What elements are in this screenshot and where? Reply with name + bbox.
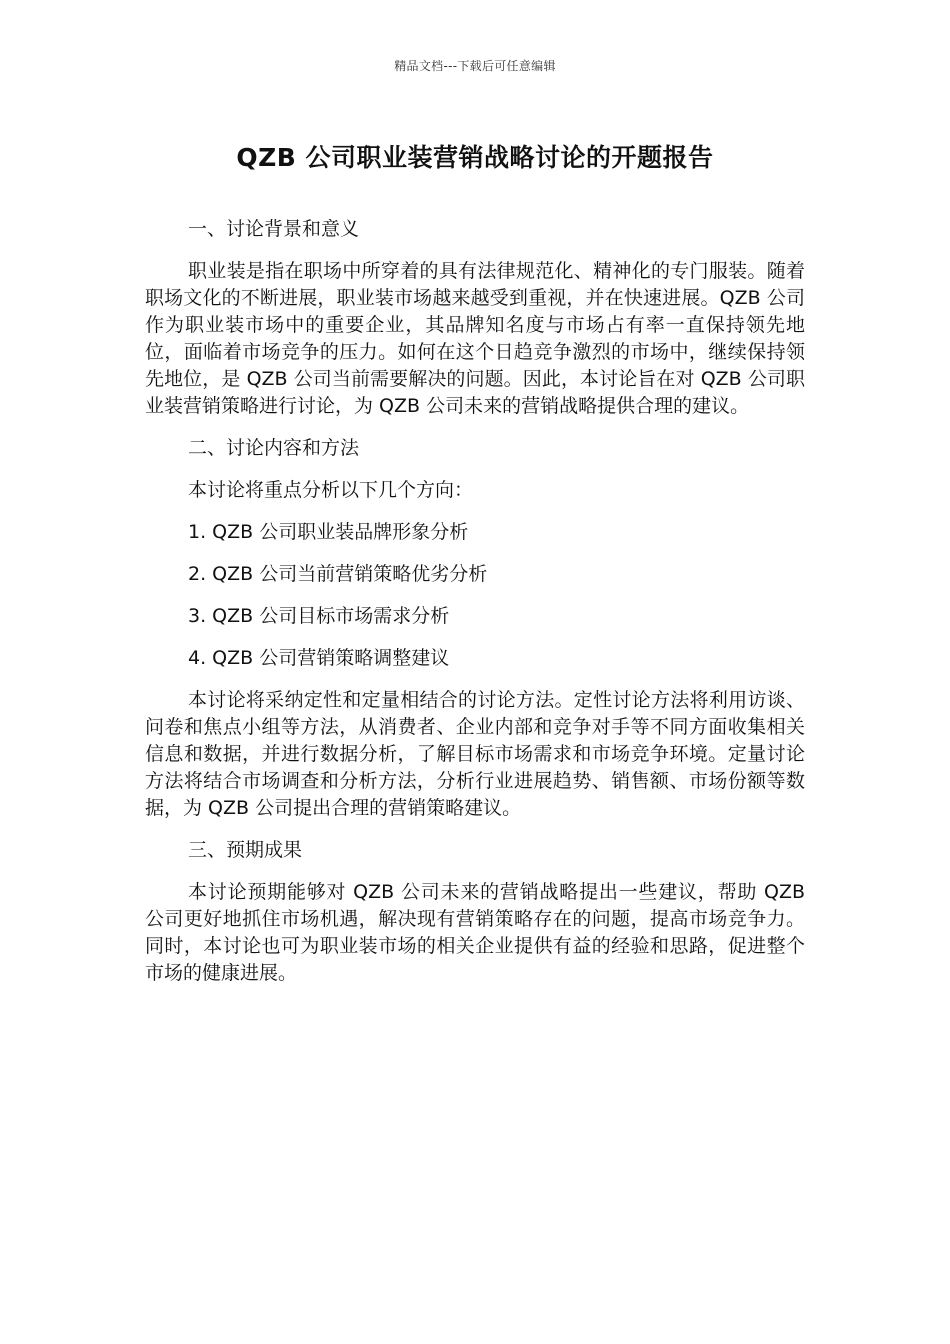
- document-body: [145, 216, 805, 1002]
- list-item: 4. QZB 公司营销策略调整建议: [188, 647, 450, 669]
- section-paragraph-expected-results: 本讨论预期能够对 QZB 公司未来的营销战略提出一些建议，帮助 QZB 公司更好地抓住市场机遇，解决现有营销策略存在的问题，提高市场竞争力。同时，本讨论也可为职业装市场的相关企业提供有益的经验和思路，促进整个市场的健康进展。: [145, 881, 805, 984]
- list-item: 1. QZB 公司职业装品牌形象分析: [188, 521, 469, 543]
- section-heading-content-method: 二、讨论内容和方法: [188, 437, 360, 459]
- section-intro-directions: 本讨论将重点分析以下几个方向：: [188, 479, 474, 501]
- section-heading-expected-results: 三、预期成果: [188, 839, 303, 861]
- document-title: QZB 公司职业装营销战略讨论的开题报告: [236, 143, 714, 172]
- section-paragraph-background: 职业装是指在职场中所穿着的具有法律规范化、精神化的专门服装。随着职场文化的不断进展，职业装市场越来越受到重视，并在快速进展。QZB 公司作为职业装市场中的重要企业，其品牌知名度与市场占有率一直保持领先地位，面临着市场竞争的压力。如何在这个日趋竞争激烈的市场中，继续保持领先地位，是 QZB 公司当前需要解决的问题。因此，本讨论旨在对 QZB 公司职业装营销策略进行讨论，为 QZB 公司未来的营销战略提供合理的建议。: [145, 260, 805, 417]
- section-heading-background: 一、讨论背景和意义: [188, 218, 360, 240]
- list-item: 3. QZB 公司目标市场需求分析: [188, 605, 450, 627]
- header-note: 精品文档---下载后可任意编辑: [394, 59, 556, 73]
- section-paragraph-method: 本讨论将采纳定性和定量相结合的讨论方法。定性讨论方法将利用访谈、问卷和焦点小组等方法，从消费者、企业内部和竞争对手等不同方面收集相关信息和数据，并进行数据分析，了解目标市场需求和市场竞争环境。定量讨论方法将结合市场调查和分析方法，分析行业进展趋势、销售额、市场份额等数据，为 QZB 公司提出合理的营销策略建议。: [145, 689, 805, 819]
- list-item: 2. QZB 公司当前营销策略优劣分析: [188, 563, 488, 585]
